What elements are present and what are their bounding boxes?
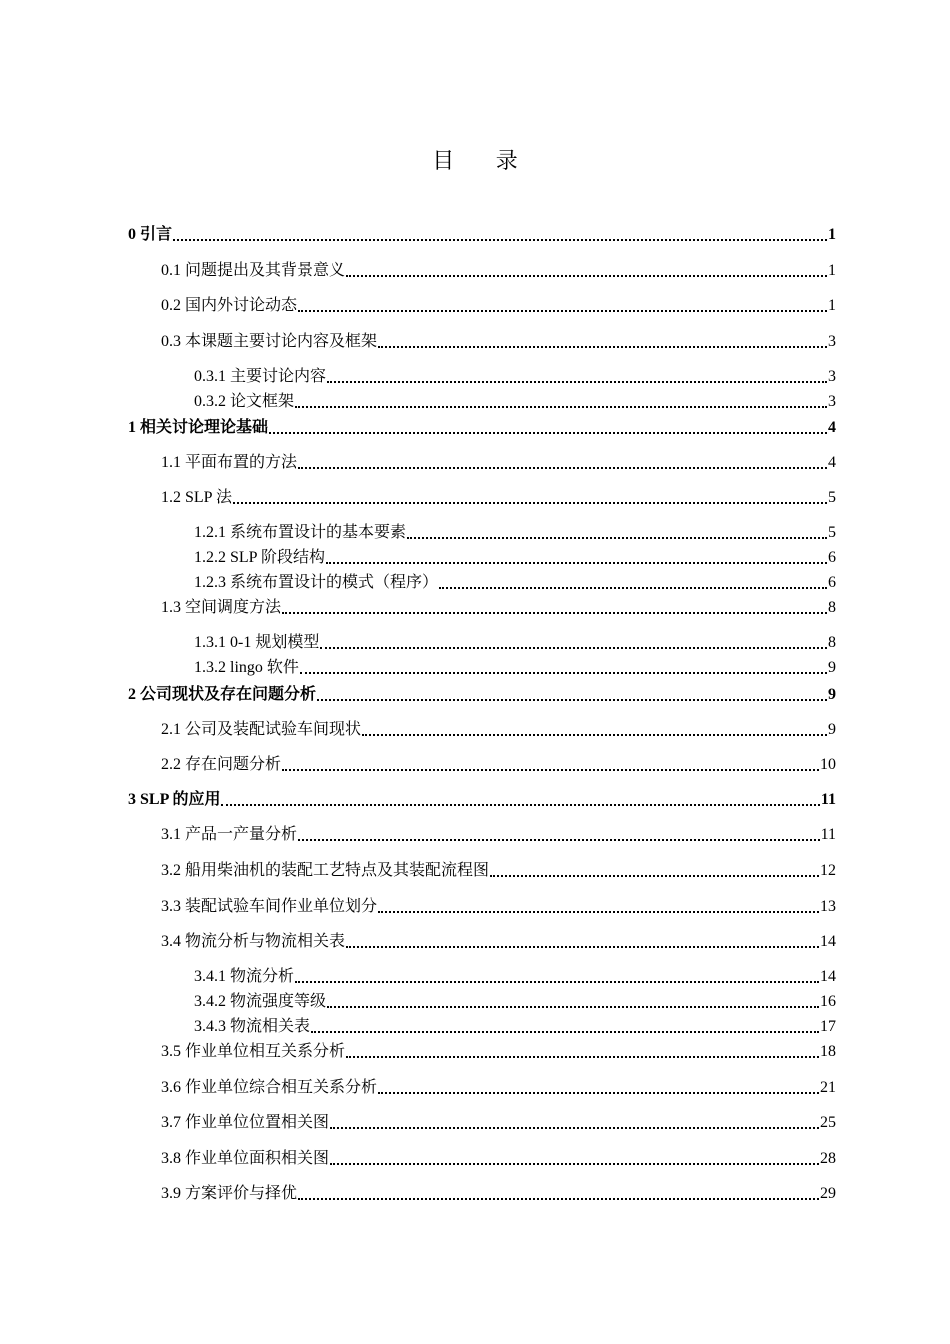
toc-title: 目 录: [432, 148, 536, 173]
toc-entry-title: 1.3.1 0-1 规划模型: [194, 634, 320, 651]
toc-leader-dots: [298, 1198, 819, 1200]
toc-entry-title: 1.2.2 SLP 阶段结构: [194, 549, 325, 566]
toc-entry[interactable]: [161, 719, 836, 741]
toc-leader-dots: [327, 381, 827, 383]
toc-leader-dots: [298, 467, 827, 469]
toc-leader-dots: [282, 769, 819, 771]
toc-entry-page-number: 9: [828, 659, 836, 676]
toc-entry-page-number: 9: [828, 686, 836, 703]
toc-leader-dots: [346, 275, 827, 277]
toc-entry-title: 3.4.2 物流强度等级: [194, 993, 327, 1010]
toc-entry[interactable]: [161, 860, 836, 882]
toc-leader-dots: [298, 310, 827, 312]
toc-entry[interactable]: [128, 789, 836, 811]
toc-entry[interactable]: [161, 931, 836, 953]
toc-leader-dots: [282, 612, 827, 614]
toc-entry[interactable]: [194, 632, 836, 654]
toc-entry-title: 2 公司现状及存在问题分析: [128, 686, 317, 703]
toc-entry-title: 3 SLP 的应用: [128, 791, 221, 808]
toc-entry-page-number: 4: [828, 419, 836, 436]
toc-entry-title: 1.3 空间调度方法: [161, 599, 282, 616]
toc-entry[interactable]: [161, 260, 836, 282]
toc-entry-title: 2.1 公司及装配试验车间现状: [161, 721, 362, 738]
toc-entry[interactable]: [161, 1077, 836, 1099]
toc-entry-title: 2.2 存在问题分析: [161, 756, 282, 773]
toc-entry-page-number: 1: [828, 297, 836, 314]
toc-leader-dots: [330, 1127, 819, 1129]
toc-entry-page-number: 29: [820, 1185, 836, 1202]
toc-entry-title: 1.3.2 lingo 软件: [194, 659, 299, 676]
toc-entry[interactable]: [194, 391, 836, 413]
toc-entry[interactable]: [161, 1148, 836, 1170]
toc-leader-dots: [490, 875, 819, 877]
toc-entry-page-number: 3: [828, 333, 836, 350]
toc-entry-title: 3.6 作业单位综合相互关系分析: [161, 1079, 378, 1096]
toc-leader-dots: [300, 672, 827, 674]
toc-entry[interactable]: [128, 684, 836, 706]
toc-entry[interactable]: [161, 1183, 836, 1205]
toc-leader-dots: [298, 839, 820, 841]
toc-leader-dots: [378, 911, 819, 913]
toc-leader-dots: [378, 1092, 819, 1094]
toc-entry-page-number: 14: [820, 933, 836, 950]
toc-entry[interactable]: [194, 991, 836, 1013]
toc-leader-dots: [326, 562, 827, 564]
toc-entry[interactable]: [161, 754, 836, 776]
toc-entry[interactable]: [194, 522, 836, 544]
toc-entry-page-number: 18: [820, 1043, 836, 1060]
toc-entry-title: 0 引言: [128, 226, 173, 243]
toc-leader-dots: [378, 346, 827, 348]
toc-entry-page-number: 8: [828, 634, 836, 651]
toc-entry-page-number: 14: [820, 968, 836, 985]
toc-entry-page-number: 6: [828, 549, 836, 566]
toc-leader-dots: [346, 1056, 819, 1058]
toc-entry[interactable]: [128, 417, 836, 439]
toc-leader-dots: [317, 699, 827, 701]
toc-entry-title: 1.2 SLP 法: [161, 489, 232, 506]
toc-entry-page-number: 17: [820, 1018, 836, 1035]
toc-entry-title: 3.2 船用柴油机的装配工艺特点及其装配流程图: [161, 862, 490, 879]
toc-entry-title: 0.2 国内外讨论动态: [161, 297, 298, 314]
toc-leader-dots: [295, 981, 819, 983]
toc-leader-dots: [233, 502, 827, 504]
toc-entry-page-number: 3: [828, 393, 836, 410]
toc-entry-page-number: 4: [828, 454, 836, 471]
toc-leader-dots: [320, 647, 827, 649]
toc-leader-dots: [439, 587, 827, 589]
toc-entry-title: 1 相关讨论理论基础: [128, 419, 269, 436]
toc-entry[interactable]: [128, 224, 836, 246]
toc-leader-dots: [346, 946, 819, 948]
toc-entry-page-number: 12: [820, 862, 836, 879]
toc-leader-dots: [295, 406, 827, 408]
toc-entry[interactable]: [161, 1041, 836, 1063]
toc-entry-title: 3.5 作业单位相互关系分析: [161, 1043, 346, 1060]
toc-leader-dots: [407, 537, 827, 539]
toc-entry[interactable]: [194, 366, 836, 388]
toc-entry[interactable]: [161, 1112, 836, 1134]
toc-entry-page-number: 25: [820, 1114, 836, 1131]
toc-leader-dots: [269, 432, 827, 434]
toc-leader-dots: [362, 734, 827, 736]
toc-entry-title: 3.1 产品一产量分析: [161, 826, 298, 843]
toc-entry-page-number: 16: [820, 993, 836, 1010]
toc-entry-page-number: 11: [820, 791, 836, 808]
toc-entry[interactable]: [161, 896, 836, 918]
toc-entry-title: 3.9 方案评价与择优: [161, 1185, 298, 1202]
toc-entry-title: 3.4.3 物流相关表: [194, 1018, 311, 1035]
toc-entry-page-number: 5: [828, 489, 836, 506]
toc-entry-title: 3.4.1 物流分析: [194, 968, 295, 985]
toc-leader-dots: [327, 1006, 819, 1008]
toc-entry[interactable]: [161, 452, 836, 474]
toc-leader-dots: [311, 1031, 819, 1033]
toc-leader-dots: [330, 1163, 819, 1165]
toc-entry-title: 0.3 本课题主要讨论内容及框架: [161, 333, 378, 350]
toc-entry[interactable]: [194, 657, 836, 679]
toc-entry[interactable]: [194, 572, 836, 594]
toc-leader-dots: [173, 239, 827, 241]
toc-entry-page-number: 9: [828, 721, 836, 738]
toc-entry-title: 1.2.3 系统布置设计的模式（程序）: [194, 574, 439, 591]
toc-entry-page-number: 1: [828, 262, 836, 279]
toc-entry-title: 1.2.1 系统布置设计的基本要素: [194, 524, 407, 541]
toc-leader-dots: [221, 804, 819, 806]
toc-entry-title: 0.3.2 论文框架: [194, 393, 295, 410]
toc-entry-title: 3.8 作业单位面积相关图: [161, 1150, 330, 1167]
toc-entry[interactable]: [161, 295, 836, 317]
toc-entry[interactable]: [161, 487, 836, 509]
toc-entry-title: 3.4 物流分析与物流相关表: [161, 933, 346, 950]
toc-entry-title: 1.1 平面布置的方法: [161, 454, 298, 471]
toc-entry-page-number: 6: [828, 574, 836, 591]
toc-entry[interactable]: [194, 966, 836, 988]
toc-entry-title: 0.1 问题提出及其背景意义: [161, 262, 346, 279]
toc-entry[interactable]: [161, 597, 836, 619]
toc-entry-page-number: 21: [820, 1079, 836, 1096]
toc-entry[interactable]: [194, 547, 836, 569]
toc-entry-title: 3.7 作业单位位置相关图: [161, 1114, 330, 1131]
toc-entry-page-number: 10: [820, 756, 836, 773]
toc-entry-page-number: 28: [820, 1150, 836, 1167]
toc-entry[interactable]: [161, 824, 836, 846]
toc-entry-page-number: 1: [828, 226, 836, 243]
toc-entry[interactable]: [161, 331, 836, 353]
toc-entry-title: 3.3 装配试验车间作业单位划分: [161, 898, 378, 915]
toc-entry-page-number: 13: [820, 898, 836, 915]
toc-entry-title: 0.3.1 主要讨论内容: [194, 368, 327, 385]
toc-entry-page-number: 3: [828, 368, 836, 385]
toc-entry[interactable]: [194, 1016, 836, 1038]
toc-entry-page-number: 11: [820, 826, 836, 843]
toc-entry-page-number: 8: [828, 599, 836, 616]
toc-entry-page-number: 5: [828, 524, 836, 541]
